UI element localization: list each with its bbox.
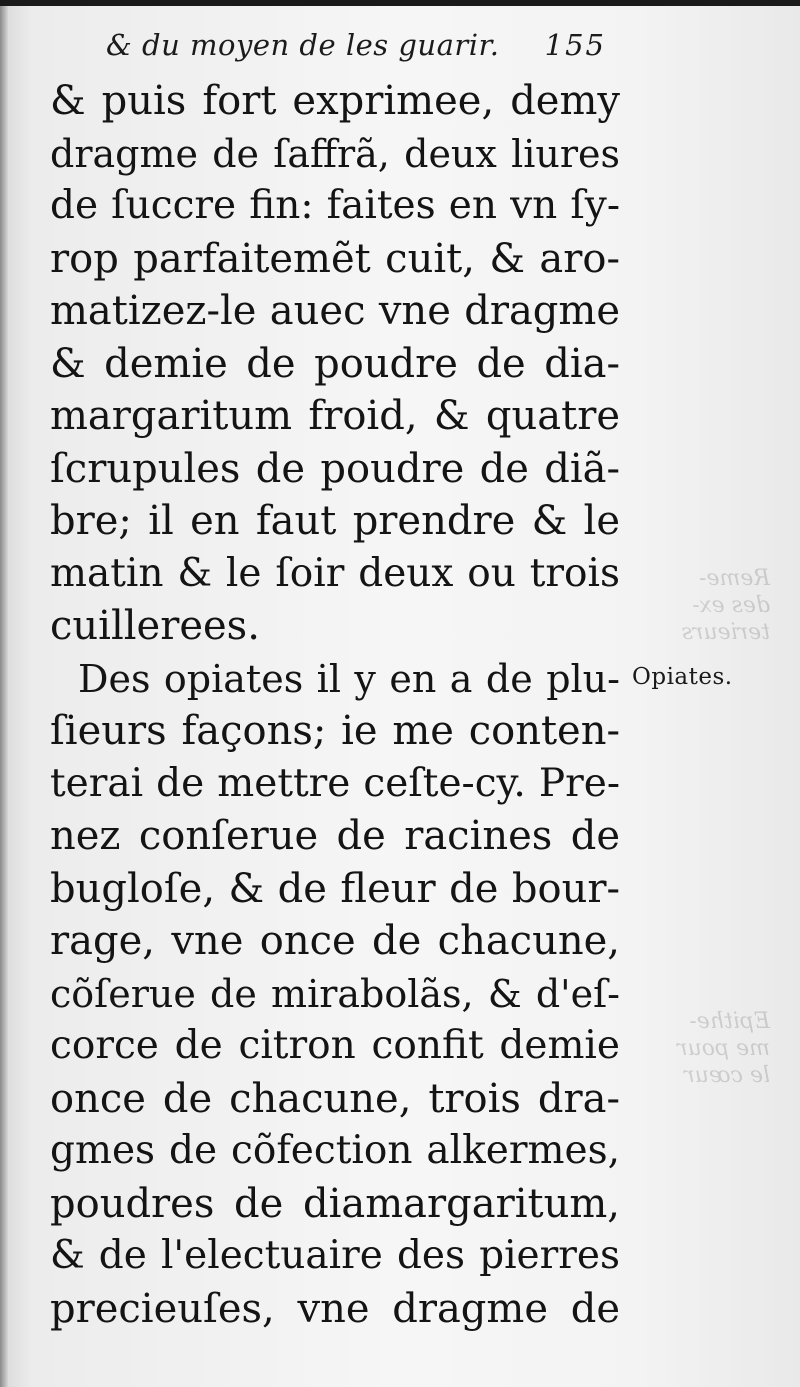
text-line: Des opiates il y en a de plu- xyxy=(78,656,620,701)
text-line: dragme de ſaffrã, deux liures xyxy=(50,131,620,176)
text-line: corce de citron confit demie xyxy=(50,1023,620,1068)
text-line: cuillerees. xyxy=(50,603,260,649)
text-line: rage, vne once de chacune, xyxy=(50,918,620,964)
running-header xyxy=(96,22,616,66)
text-line: bugloſe, & de fleur de bour- xyxy=(50,865,620,912)
text-line: nez conſerue de racines de xyxy=(50,813,620,859)
text-line: once de chacune, trois dra- xyxy=(50,1075,620,1122)
marginal-note: Opiates. xyxy=(632,664,733,690)
show-through-text: Epithe- me pour le cœur xyxy=(677,1009,770,1088)
text-line: terai de mettre ceſte-cy. Pre- xyxy=(50,760,620,806)
page-binding-shadow xyxy=(0,0,8,1387)
text-line: matizez-le auec vne dragme xyxy=(50,288,620,334)
text-line: & puis fort exprimee, demy xyxy=(50,78,620,124)
text-line: precieuſes, vne dragme de xyxy=(50,1285,620,1332)
text-line: ſcrupules de poudre de diã- xyxy=(50,445,620,492)
text-line: margaritum froid, & quatre xyxy=(50,393,620,439)
text-line: rop parfaitemẽt cuit, & aro- xyxy=(50,235,620,282)
text-line: gmes de cõfection alkermes, xyxy=(50,1128,620,1173)
show-through-text: Reme- des ex- terieurs xyxy=(681,566,770,645)
body-text xyxy=(50,75,620,1335)
running-title: & du moyen de les guarir. xyxy=(106,28,500,62)
text-line: & de l'electuaire des pierres xyxy=(50,1233,620,1278)
page-top-edge xyxy=(0,0,800,6)
text-line: matin & le ſoir deux ou trois xyxy=(50,550,620,596)
text-line: de ſuccre fin: faites en vn ſy- xyxy=(50,183,620,228)
page-number: 155 xyxy=(544,28,606,62)
text-line: bre; il en faut prendre & le xyxy=(50,498,620,544)
text-line: ſieurs façons; ie me conten- xyxy=(50,708,620,754)
text-line: & demie de poudre de dia- xyxy=(50,340,620,387)
text-line: cõſerue de mirabolãs, & d'eſ- xyxy=(50,971,620,1016)
text-line: poudres de diamargaritum, xyxy=(50,1180,620,1227)
